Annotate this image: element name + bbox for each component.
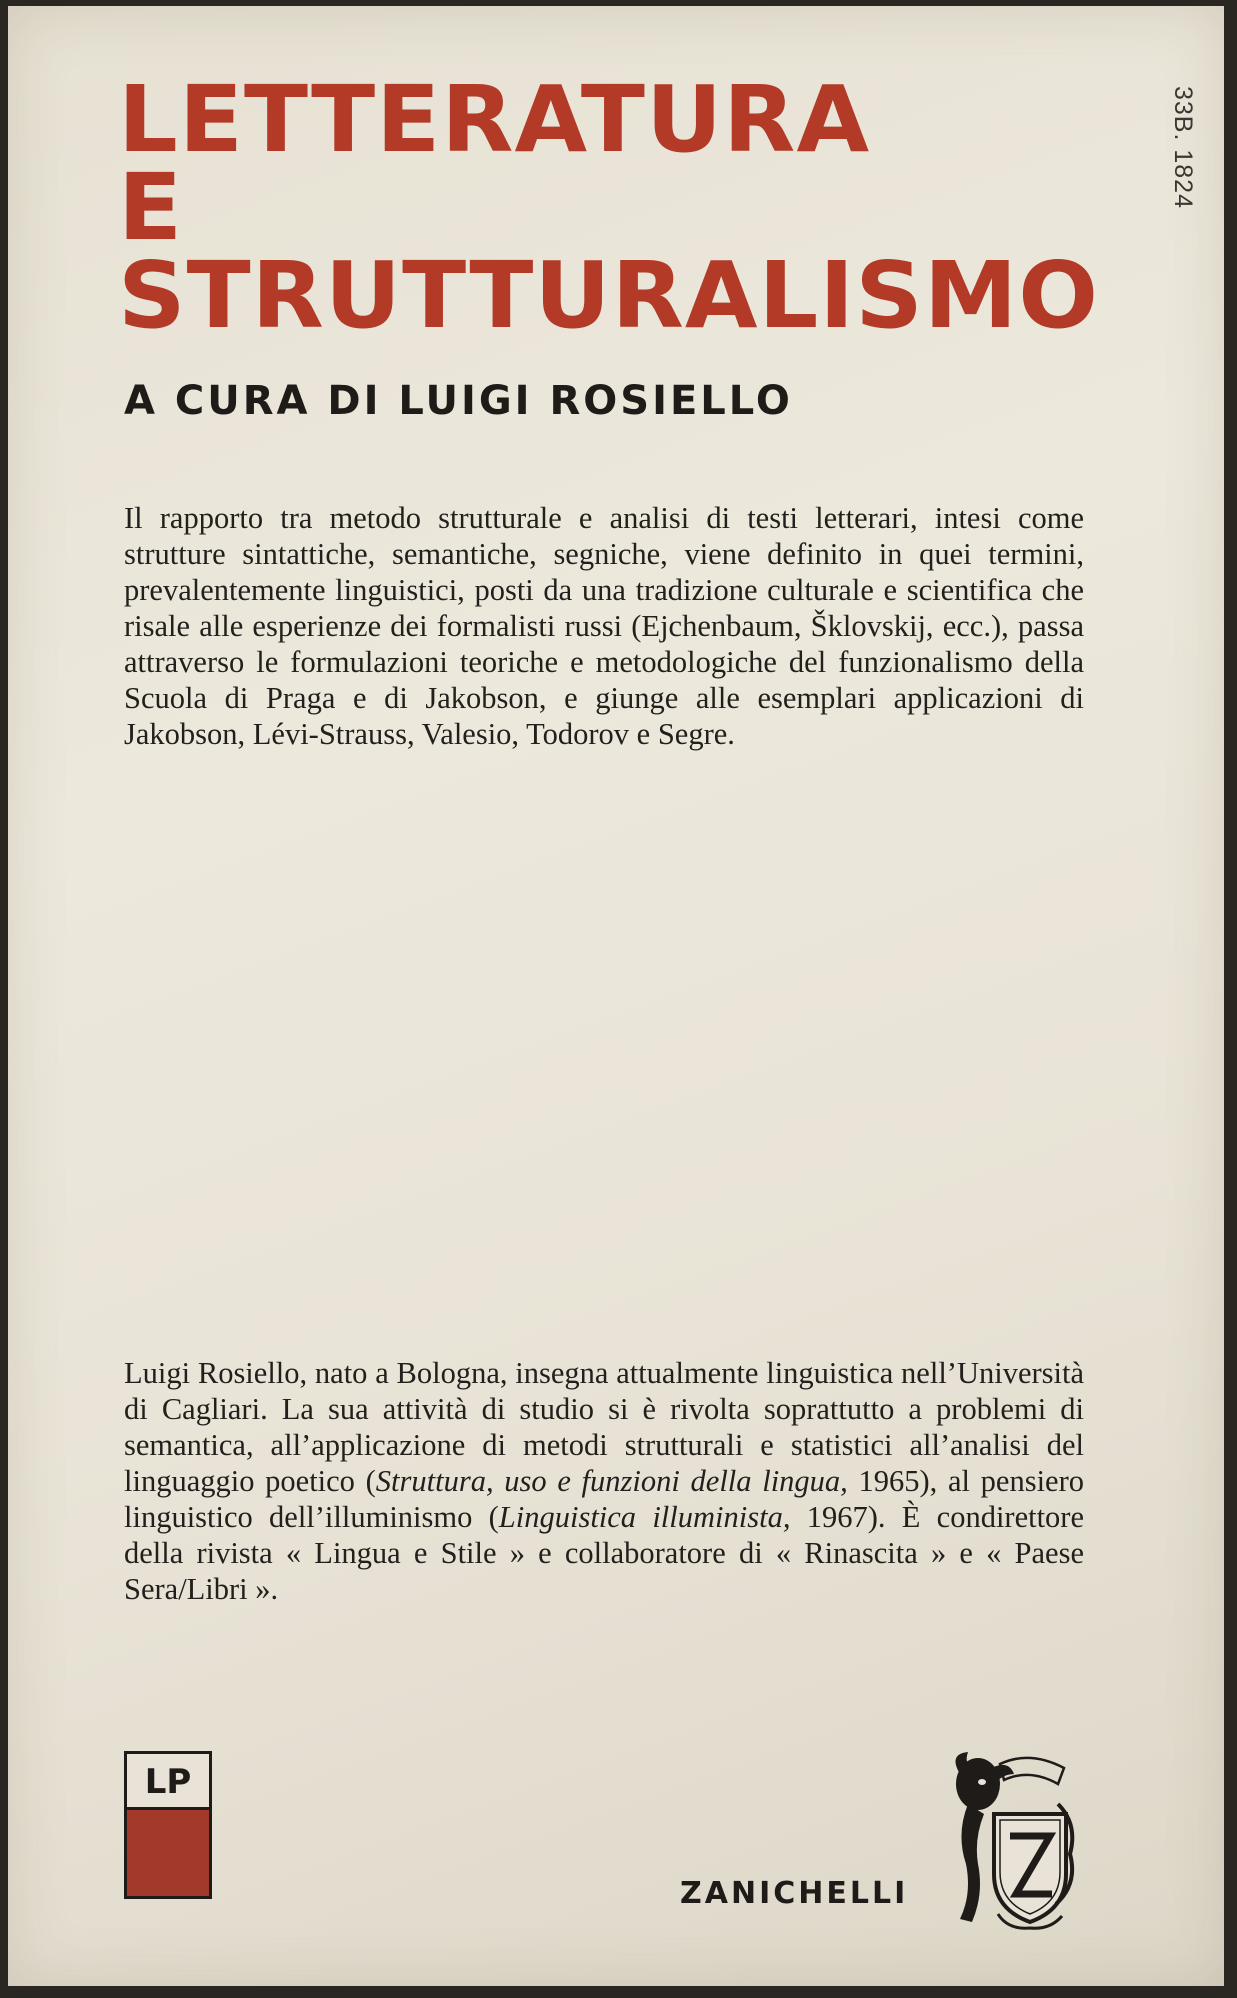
series-logo (124, 1751, 212, 1899)
bio-text-1: Luigi Rosiello, nato a Bologna, insegna attualmente linguistica nell’Università di Cagliari. La sua attività di studio si è rivolta soprattutto a problemi di semantica, all’applicazione di metodi strutturali e statistici all’analisi del linguaggio poetico ( (124, 1356, 1084, 1498)
publisher-emblem-icon (938, 1744, 1078, 1934)
title-line-3: STRUTTURALISMO (118, 242, 1100, 349)
bio-work-1: Struttura, uso e funzioni della lingua, (375, 1464, 848, 1498)
bio-text-3: 1967). È condirettore della rivista « Lingua e Stile » e collaboratore di « Rinascita » e « Paese Sera/Libri ». (124, 1500, 1085, 1606)
editor-credit: A CURA DI LUIGI ROSIELLO (124, 378, 793, 424)
author-bio (124, 1355, 1084, 1607)
series-logo-label: LP (144, 1762, 192, 1802)
book-back-cover (8, 6, 1224, 1986)
bio-text-2: 1965), al pensiero linguistico dell’illuminismo ( (124, 1464, 1084, 1534)
title-line-1: LETTERATURA (118, 66, 871, 173)
catalog-number: 33B. 1824 (1169, 86, 1197, 209)
bio-work-2: Linguistica illuminista, (498, 1500, 791, 1534)
title-line-2: E (118, 154, 184, 261)
publisher-name: ZANICHELLI (680, 1876, 909, 1911)
book-description: Il rapporto tra metodo strutturale e analisi di testi letterari, intesi come strutture sintattiche, semantiche, segniche, viene definito in quei termini, prevalentemente linguistici, posti da una tradizione culturale e scientifica che risale alle esperienze dei formalisti russi (Ejchenbaum, Šklovskij, ecc.), passa attraverso le formulazioni teoriche e metodologiche del funzionalismo della Scuola di Praga e di Jakobson, e giunge alle esemplari applicazioni di Jakobson, Lévi-Strauss, Valesio, Todorov e Segre. (124, 501, 1084, 751)
series-logo-block (127, 1807, 209, 1896)
book-title (118, 66, 1100, 349)
